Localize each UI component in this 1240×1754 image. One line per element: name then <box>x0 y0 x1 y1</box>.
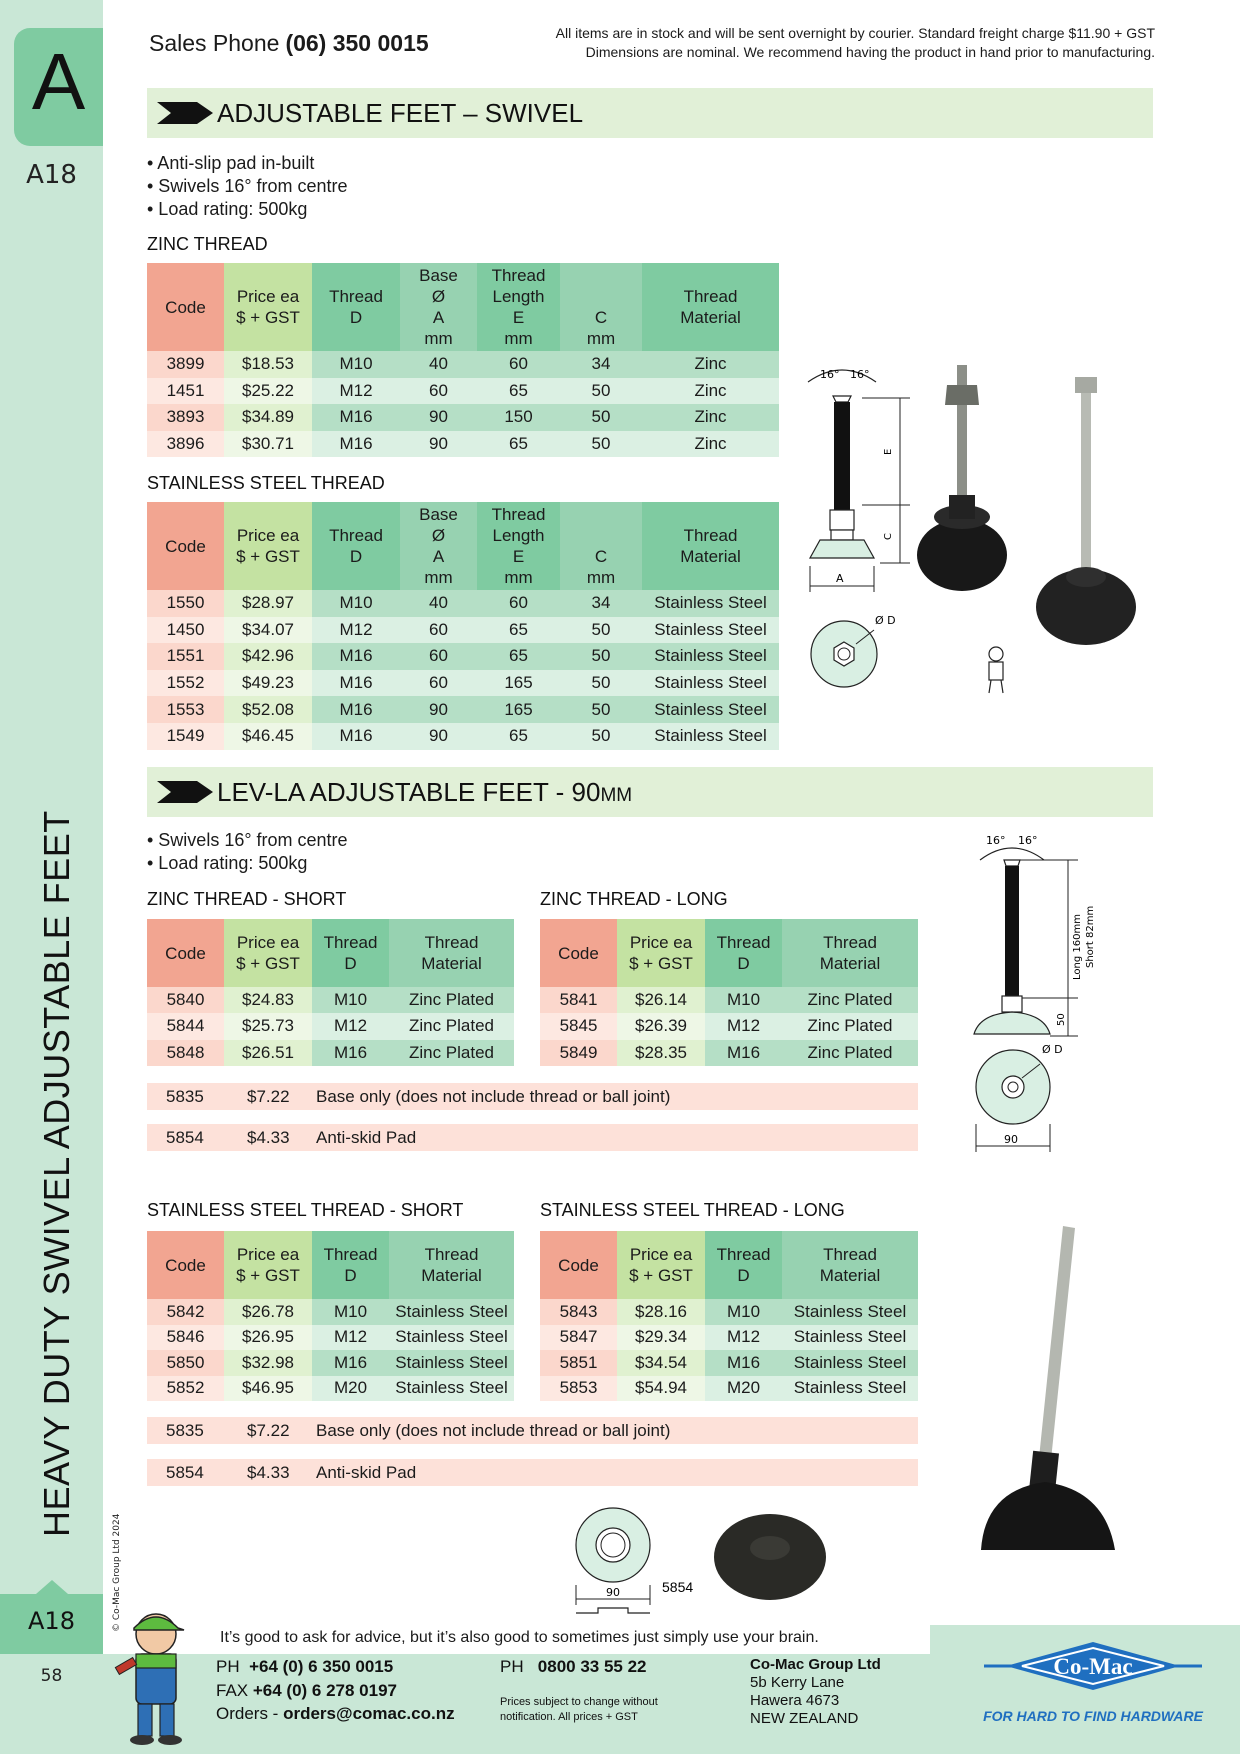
col-header-thread: Thread D <box>312 502 400 590</box>
table-cell: M16 <box>312 723 400 750</box>
address-line: 5b Kerry Lane <box>750 1674 845 1691</box>
table-row <box>147 404 779 431</box>
table-cell: Zinc Plated <box>389 1013 514 1039</box>
table-cell: $25.22 <box>224 378 312 405</box>
table-row <box>147 431 779 458</box>
table-cell: 40 <box>400 590 477 617</box>
table-cell: Stainless Steel <box>782 1350 918 1376</box>
table-cell: 50 <box>560 617 642 644</box>
table-cell: Stainless Steel <box>389 1325 514 1351</box>
table-cell: 165 <box>477 696 560 723</box>
label-e: E <box>883 448 894 455</box>
table-cell: 60 <box>400 617 477 644</box>
ss-short-table <box>147 1231 514 1401</box>
table-cell: M10 <box>312 590 400 617</box>
sales-phone-number: (06) 350 0015 <box>285 30 429 56</box>
table-cell: 1553 <box>147 696 224 723</box>
ss-long-heading: STAINLESS STEEL THREAD - LONG <box>540 1200 845 1220</box>
short-label: Short 82mm <box>1085 905 1096 968</box>
anti-skid-price: $4.33 <box>247 1463 290 1482</box>
col-header-price: Price ea $ + GST <box>617 919 705 987</box>
table-cell: Stainless Steel <box>642 590 779 617</box>
table-cell: Stainless Steel <box>389 1350 514 1376</box>
table-cell: $28.16 <box>617 1299 705 1325</box>
label-diameter: Ø D <box>1042 1043 1063 1056</box>
table-cell: 50 <box>560 696 642 723</box>
col-header-code: Code <box>540 1231 617 1299</box>
page-number: 58 <box>40 1666 63 1686</box>
table-cell: $26.14 <box>617 987 705 1013</box>
bullet-item: • Load rating: 500kg <box>147 853 308 873</box>
pad-photo <box>712 1512 828 1602</box>
table-cell: M10 <box>312 1299 389 1325</box>
stock-notice <box>556 24 1155 62</box>
table-cell: 5842 <box>147 1299 224 1325</box>
table-cell: 90 <box>400 431 477 458</box>
anti-skid-price: $4.33 <box>247 1128 290 1147</box>
table-cell: $26.39 <box>617 1013 705 1039</box>
table-cell: $24.83 <box>224 987 312 1013</box>
table-cell: 5853 <box>540 1376 617 1402</box>
table-cell: $49.23 <box>224 670 312 697</box>
base-only-price: $7.22 <box>247 1087 290 1106</box>
table-row <box>147 1350 514 1376</box>
vertical-title: HEAVY DUTY SWIVEL ADJUSTABLE FEET <box>36 810 77 1537</box>
fax-label: FAX <box>216 1681 249 1700</box>
col-header-code: Code <box>540 919 617 987</box>
table-cell: Zinc Plated <box>389 1040 514 1066</box>
phone-number: +64 (0) 6 350 0015 <box>249 1657 394 1676</box>
table-cell: M12 <box>705 1325 782 1351</box>
table-row <box>147 987 514 1013</box>
col-header-code: Code <box>147 1231 224 1299</box>
table-cell: 1551 <box>147 643 224 670</box>
sales-phone <box>149 30 429 57</box>
table-cell: 50 <box>560 431 642 458</box>
table-cell: 1549 <box>147 723 224 750</box>
fax-number: +64 (0) 6 278 0197 <box>252 1681 398 1700</box>
table-cell: 40 <box>400 351 477 378</box>
table-cell: 90 <box>400 696 477 723</box>
section1-title: ADJUSTABLE FEET – SWIVEL <box>217 98 584 128</box>
table-cell: $30.71 <box>224 431 312 458</box>
table-cell: 50 <box>560 670 642 697</box>
table-cell: 5848 <box>147 1040 224 1066</box>
table-cell: M16 <box>705 1350 782 1376</box>
base-only-desc: Base only (does not include thread or ball joint) <box>316 1087 671 1106</box>
table-cell: $28.35 <box>617 1040 705 1066</box>
company-name: Co-Mac Group Ltd <box>750 1656 881 1673</box>
col-header-material: Thread Material <box>782 1231 918 1299</box>
table-cell: 5845 <box>540 1013 617 1039</box>
table-cell: Stainless Steel <box>389 1376 514 1402</box>
footer-orders <box>216 1704 455 1724</box>
mascot-small-icon <box>980 645 1012 695</box>
arrow-icon <box>157 102 213 124</box>
table-cell: Stainless Steel <box>782 1299 918 1325</box>
ss-short-body <box>147 1299 514 1401</box>
table-cell: M16 <box>312 1350 389 1376</box>
col-header-base: Base Ø A mm <box>400 502 477 590</box>
notice-line-2: Dimensions are nominal. We recommend having the product in hand prior to manufacturing. <box>585 44 1155 60</box>
base-shape <box>810 540 874 558</box>
comac-logo <box>980 1640 1206 1740</box>
anti-skid-code: 5854 <box>166 1463 204 1482</box>
table-cell: 65 <box>477 431 560 458</box>
col-header-material: Thread Material <box>642 263 779 351</box>
label-c: C <box>883 533 894 540</box>
table-cell: $26.95 <box>224 1325 312 1351</box>
section2-bullets <box>147 829 348 875</box>
label-ninety: 90 <box>1004 1133 1018 1146</box>
table-cell: Stainless Steel <box>642 696 779 723</box>
table-cell: 34 <box>560 590 642 617</box>
col-header-price: Price ea $ + GST <box>224 919 312 987</box>
thread-rod <box>1005 866 1019 996</box>
anti-skid-code: 5854 <box>166 1128 204 1147</box>
table-cell: $34.89 <box>224 404 312 431</box>
table-cell: M20 <box>705 1376 782 1402</box>
table-cell: 5841 <box>540 987 617 1013</box>
section1-bullets <box>147 152 348 221</box>
col-header-code: Code <box>147 263 224 351</box>
table-cell: M16 <box>312 431 400 458</box>
table-cell: $26.51 <box>224 1040 312 1066</box>
col-header-price: Price ea $ + GST <box>224 263 312 351</box>
swivel-foot-diagram <box>800 360 915 700</box>
table-cell: Stainless Steel <box>389 1299 514 1325</box>
stainless-thread-heading: STAINLESS STEEL THREAD <box>147 473 385 493</box>
table-row <box>540 1376 918 1402</box>
zinc-long-heading: ZINC THREAD - LONG <box>540 889 728 909</box>
table-cell: M12 <box>312 378 400 405</box>
anti-skid-row <box>147 1124 918 1151</box>
table-row <box>147 1013 514 1039</box>
anti-skid-row <box>147 1459 918 1486</box>
angle-right-label: 16° <box>1018 834 1038 847</box>
table-cell: $29.34 <box>617 1325 705 1351</box>
table-cell: Stainless Steel <box>642 643 779 670</box>
logo-slogan: FOR HARD TO FIND HARDWARE <box>983 1708 1203 1724</box>
table-cell: 165 <box>477 670 560 697</box>
label-a: A <box>836 572 844 585</box>
bullet-item: • Load rating: 500kg <box>147 199 308 219</box>
table-cell: 60 <box>400 378 477 405</box>
table-cell: $32.98 <box>224 1350 312 1376</box>
table-row <box>540 1350 918 1376</box>
table-row <box>147 378 779 405</box>
table-cell: M16 <box>312 1040 389 1066</box>
base-only-price: $7.22 <box>247 1421 290 1440</box>
table-row <box>540 1299 918 1325</box>
col-header-code: Code <box>147 919 224 987</box>
table-cell: 65 <box>477 723 560 750</box>
stainless-table-body <box>147 590 779 750</box>
table-cell: 5852 <box>147 1376 224 1402</box>
stainless-foot-photo <box>1036 377 1136 645</box>
col-header-code: Code <box>147 502 224 590</box>
table-cell: 50 <box>560 404 642 431</box>
tagline: It’s good to ask for advice, but it’s also good to sometimes just simply use your brain. <box>220 1629 819 1646</box>
col-header-material: Thread Material <box>642 502 779 590</box>
table-cell: 50 <box>560 378 642 405</box>
table-cell: 60 <box>477 590 560 617</box>
table-cell: Zinc <box>642 351 779 378</box>
address-line: NEW ZEALAND <box>750 1710 859 1727</box>
phone-label: PH <box>216 1657 240 1676</box>
base-only-row <box>147 1417 918 1444</box>
table-cell: 60 <box>477 351 560 378</box>
anti-skid-desc: Anti-skid Pad <box>316 1128 417 1147</box>
table-cell: 5844 <box>147 1013 224 1039</box>
table-cell: Zinc <box>642 404 779 431</box>
footer-fax <box>216 1681 397 1701</box>
table-cell: 1552 <box>147 670 224 697</box>
table-cell: 50 <box>560 723 642 750</box>
table-row <box>147 696 779 723</box>
table-cell: 5851 <box>540 1350 617 1376</box>
table-cell: 34 <box>560 351 642 378</box>
angle-left-label: 16° <box>986 834 1006 847</box>
table-cell: M10 <box>705 1299 782 1325</box>
zinc-short-table <box>147 919 514 1066</box>
label-fifty: 50 <box>1056 1013 1067 1026</box>
col-header-price: Price ea $ + GST <box>224 1231 312 1299</box>
table-cell: M10 <box>705 987 782 1013</box>
section1-heading <box>147 88 1153 138</box>
table-row <box>147 1040 514 1066</box>
table-cell: $18.53 <box>224 351 312 378</box>
table-cell: Stainless Steel <box>642 723 779 750</box>
bottom-tab-notch <box>36 1580 68 1594</box>
table-cell: M16 <box>312 643 400 670</box>
col-header-thread: Thread D <box>312 919 389 987</box>
mascot-icon <box>112 1606 198 1746</box>
label-diameter: Ø D <box>875 614 896 627</box>
zinc-table-body <box>147 351 779 457</box>
table-row <box>147 723 779 750</box>
table-row <box>147 617 779 644</box>
levla-foot-diagram <box>960 830 1100 1155</box>
table-cell: 5843 <box>540 1299 617 1325</box>
table-cell: 5850 <box>147 1350 224 1376</box>
table-cell: Zinc <box>642 378 779 405</box>
col-header-price: Price ea $ + GST <box>224 502 312 590</box>
angle-right-label: 16° <box>850 368 870 381</box>
section2-title: LEV-LA ADJUSTABLE FEET - 90MM <box>217 777 633 807</box>
table-cell: M20 <box>312 1376 389 1402</box>
table-cell: 50 <box>560 643 642 670</box>
col-header-length: Thread Length E mm <box>477 263 560 351</box>
table-cell: Stainless Steel <box>642 617 779 644</box>
address-line: Hawera 4673 <box>750 1692 840 1709</box>
table-row <box>147 351 779 378</box>
zinc-short-heading: ZINC THREAD - SHORT <box>147 889 347 909</box>
table-row <box>147 1376 514 1402</box>
company-address <box>750 1656 881 1728</box>
table-cell: $28.97 <box>224 590 312 617</box>
zinc-long-body <box>540 987 918 1066</box>
table-cell: 5840 <box>147 987 224 1013</box>
table-cell: 3893 <box>147 404 224 431</box>
section2-heading <box>147 767 1153 817</box>
table-cell: 1450 <box>147 617 224 644</box>
table-cell: 5847 <box>540 1325 617 1351</box>
table-cell: $25.73 <box>224 1013 312 1039</box>
table-cell: M16 <box>312 670 400 697</box>
bullet-item: • Swivels 16° from centre <box>147 830 348 850</box>
table-cell: 90 <box>400 723 477 750</box>
table-cell: M10 <box>312 987 389 1013</box>
col-header-price: Price ea $ + GST <box>617 1231 705 1299</box>
zinc-thread-table <box>147 263 779 457</box>
table-cell: 3899 <box>147 351 224 378</box>
table-cell: 3896 <box>147 431 224 458</box>
long-label: Long 160mm <box>1072 914 1083 980</box>
table-row <box>147 643 779 670</box>
table-cell: 150 <box>477 404 560 431</box>
pad-diagram <box>570 1505 700 1620</box>
base-only-desc: Base only (does not include thread or ball joint) <box>316 1421 671 1440</box>
zinc-short-body <box>147 987 514 1066</box>
zinc-thread-heading: ZINC THREAD <box>147 234 268 254</box>
table-row <box>147 1325 514 1351</box>
table-cell: 65 <box>477 617 560 644</box>
table-cell: Zinc Plated <box>782 1013 918 1039</box>
table-row <box>540 987 918 1013</box>
table-cell: $34.07 <box>224 617 312 644</box>
base-only-code: 5835 <box>166 1087 204 1106</box>
table-cell: $46.95 <box>224 1376 312 1402</box>
table-row <box>540 1040 918 1066</box>
base-only-code: 5835 <box>166 1421 204 1440</box>
footer-phone-2 <box>500 1657 647 1677</box>
table-cell: 65 <box>477 378 560 405</box>
table-cell: $46.45 <box>224 723 312 750</box>
table-cell: M12 <box>312 1013 389 1039</box>
orders-label: Orders - <box>216 1704 279 1723</box>
col-header-length: Thread Length E mm <box>477 502 560 590</box>
copyright: © Co-Mac Group Ltd 2024 <box>112 1513 122 1632</box>
col-header-thread: Thread D <box>312 263 400 351</box>
ss-long-table <box>540 1231 918 1401</box>
price-disclaimer: Prices subject to change without notification. All prices + GST <box>500 1696 658 1723</box>
col-header-c: C mm <box>560 263 642 351</box>
bullet-item: • Swivels 16° from centre <box>147 176 348 196</box>
table-cell: 65 <box>477 643 560 670</box>
table-cell: M16 <box>312 696 400 723</box>
table-cell: M12 <box>312 617 400 644</box>
table-cell: Stainless Steel <box>782 1376 918 1402</box>
footer-phone <box>216 1657 393 1677</box>
notice-line-1: All items are in stock and will be sent overnight by courier. Standard freight charge $11.90 + GST <box>555 25 1155 41</box>
table-cell: $42.96 <box>224 643 312 670</box>
logo-text: Co-Mac <box>1053 1654 1133 1679</box>
table-cell: 5846 <box>147 1325 224 1351</box>
table-row <box>540 1013 918 1039</box>
swivel-arc <box>980 848 1044 860</box>
table-row <box>540 1325 918 1351</box>
table-cell: 90 <box>400 404 477 431</box>
table-cell: M12 <box>312 1325 389 1351</box>
zinc-long-table <box>540 919 918 1066</box>
zinc-foot-photo <box>917 365 1007 591</box>
col-header-thread: Thread D <box>312 1231 389 1299</box>
col-header-material: Thread Material <box>389 1231 514 1299</box>
phone2-label: PH <box>500 1657 524 1676</box>
stainless-thread-table <box>147 502 779 750</box>
anti-skid-desc: Anti-skid Pad <box>316 1463 417 1482</box>
phone2-number: 0800 33 55 22 <box>537 1657 647 1676</box>
table-cell: 1451 <box>147 378 224 405</box>
col-header-base: Base Ø A mm <box>400 263 477 351</box>
table-cell: $34.54 <box>617 1350 705 1376</box>
table-cell: Zinc <box>642 431 779 458</box>
col-header-thread: Thread D <box>705 1231 782 1299</box>
pad-code-label: 5854 <box>662 1579 694 1595</box>
orders-email[interactable]: orders@comac.co.nz <box>283 1704 455 1723</box>
base-only-row <box>147 1083 918 1110</box>
table-cell: M16 <box>705 1040 782 1066</box>
table-cell: Stainless Steel <box>782 1325 918 1351</box>
table-cell: 60 <box>400 643 477 670</box>
table-row <box>147 670 779 697</box>
bullet-item: • Anti-slip pad in-built <box>147 153 315 173</box>
ss-short-heading: STAINLESS STEEL THREAD - SHORT <box>147 1200 464 1220</box>
table-cell: $54.94 <box>617 1376 705 1402</box>
table-cell: 1550 <box>147 590 224 617</box>
table-cell: $52.08 <box>224 696 312 723</box>
table-cell: Zinc Plated <box>389 987 514 1013</box>
page-code-top: A18 <box>26 160 77 190</box>
page-code-bottom: A18 <box>28 1607 75 1635</box>
pad-ninety-label: 90 <box>606 1586 620 1599</box>
col-header-c: C mm <box>560 502 642 590</box>
col-header-material: Thread Material <box>389 919 514 987</box>
table-cell: 5849 <box>540 1040 617 1066</box>
table-cell: M16 <box>312 404 400 431</box>
arrow-icon <box>157 781 213 803</box>
section-letter: A <box>31 37 86 126</box>
swivel-foot-photos <box>915 355 1145 685</box>
table-row <box>147 1299 514 1325</box>
ss-long-body <box>540 1299 918 1401</box>
section-tab <box>14 28 103 146</box>
base-shape <box>974 1012 1050 1034</box>
table-cell: $26.78 <box>224 1299 312 1325</box>
table-cell: Zinc Plated <box>782 1040 918 1066</box>
table-cell: 60 <box>400 670 477 697</box>
thread-rod <box>834 402 850 512</box>
sales-phone-label: Sales Phone <box>149 30 280 56</box>
table-row <box>147 590 779 617</box>
table-cell: M12 <box>705 1013 782 1039</box>
stainless-levla-photo <box>975 1220 1125 1570</box>
col-header-material: Thread Material <box>782 919 918 987</box>
table-cell: Zinc Plated <box>782 987 918 1013</box>
angle-left-label: 16° <box>820 368 840 381</box>
table-cell: Stainless Steel <box>642 670 779 697</box>
col-header-thread: Thread D <box>705 919 782 987</box>
table-cell: M10 <box>312 351 400 378</box>
